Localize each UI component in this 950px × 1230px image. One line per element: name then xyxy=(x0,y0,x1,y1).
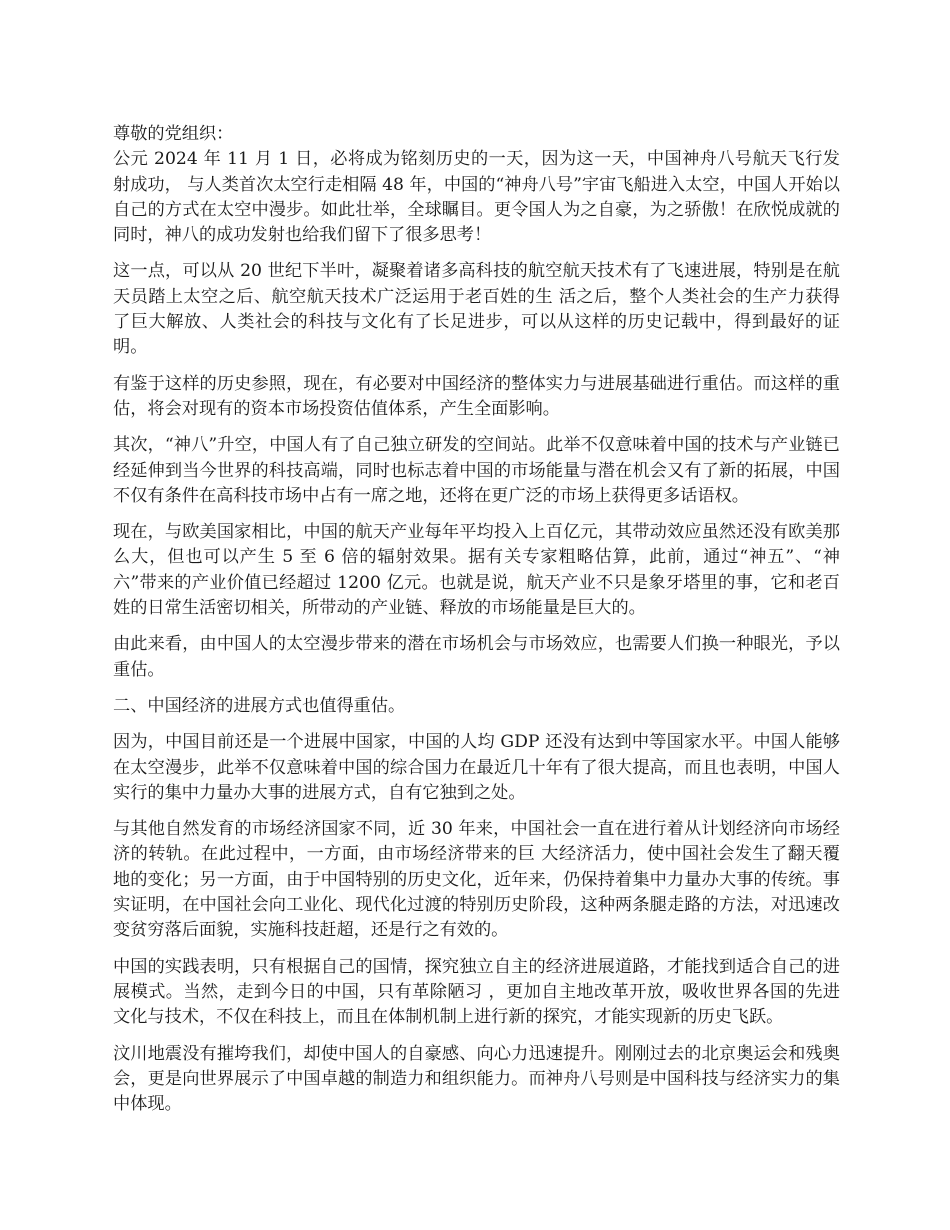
salutation: 尊敬的党组织： xyxy=(113,124,234,144)
document-body xyxy=(113,122,840,1128)
paragraph-3: 有鉴于这样的历史参照，现在，有必要对中国经济的整体实力与进展基础进行重估。而这样的重估，将会对现有的资本市场投资估值体系，产生全面影响。 xyxy=(113,373,840,419)
paragraph-11: 汶川地震没有摧垮我们，却使中国人的自豪感、向心力迅速提升。刚刚过去的北京奥运会和残奥会，更是向世界展示了中国卓越的制造力和组织能力。而神舟八号则是中国科技与经济实力的集中体现。 xyxy=(113,1043,840,1115)
section-heading: 二、中国经济的进展方式也值得重估。 xyxy=(113,695,406,716)
paragraph-6: 由此来看，由中国人的太空漫步带来的潜在市场机会与市场效应，也需要人们换一种眼光，予以重估。 xyxy=(113,634,840,680)
paragraph-9: 与其他自然发育的市场经济国家不同，近 30 年来，中国社会一直在进行着从计划经济向市场经济的转轨。在此过程中，一方面，由市场经济带来的巨 大经济活力，使中国社会发生了翻天覆地的变化；另一方面，由于中国特别的历史文化，近年来，仍保持着集中力量办大事的传统。事实证明，在中国社会向工业化、现代化过渡的特别历史阶段，这种两条腿走路的方法，对迅速改变贫穷落后面貌，实施科技赶超，还是行之有效的。 xyxy=(113,819,840,941)
paragraph-10: 中国的实践表明，只有根据自己的国情，探究独立自主的经济进展道路，才能找到适合自己的进展模式。当然，走到今日的中国，只有革除陋习 ，更加自主地改革开放，吸收世界各国的先进文化与技术，不仅在科技上，而且在体制机制上进行新的探究，才能实现新的历史飞跃。 xyxy=(113,956,840,1028)
paragraph-1: 公元 2024 年 11 月 1 日，必将成为铭刻历史的一天，因为这一天，中国神舟八号航天飞行发射成功， 与人类首次太空行走相隔 48 年，中国的“神舟八号”宇宙飞船进入太空，中国人开始以自己的方式在太空中漫步。如此壮举，全球瞩目。更令国人为之自豪，为之骄傲！在欣悦成就的同时，神八的成功发射也给我们留下了很多思考！ xyxy=(113,149,840,246)
paragraph-2: 这一点，可以从 20 世纪下半叶，凝聚着诸多高科技的航空航天技术有了飞速进展，特别是在航天员踏上太空之后、航空航天技术广泛运用于老百姓的生 活之后，整个人类社会的生产力获得了巨大解放、人类社会的科技与文化有了长足进步，可以从这样的历史记载中，得到最好的证明。 xyxy=(113,261,840,358)
paragraph-5: 现在，与欧美国家相比，中国的航天产业每年平均投入上百亿元，其带动效应虽然还没有欧美那么大，但也可以产生 5 至 6 倍的辐射效果。据有关专家粗略估算，此前，通过“神五”、“神六”带来的产业价值已经超过 1200 亿元。也就是说，航天产业不只是象牙塔里的事，它和老百姓的日常生活密切相关，所带动的产业链、释放的市场能量是巨大的。 xyxy=(113,522,840,619)
paragraph-8: 因为，中国目前还是一个进展中国家，中国的人均 GDP 还没有达到中等国家水平。中国人能够在太空漫步，此举不仅意味着中国的综合国力在最近几十年有了很大提高，而且也表明，中国人实行的集中力量办大事的进展方式，自有它独到之处。 xyxy=(113,732,840,803)
paragraph-4: 其次，“神八”升空，中国人有了自己独立研发的空间站。此举不仅意味着中国的技术与产业链已经延伸到当今世界的科技高端，同时也标志着中国的市场能量与潜在机会又有了新的拓展，中国不仅有条件在高科技市场中占有一席之地，还将在更广泛的市场上获得更多话语权。 xyxy=(113,435,840,506)
